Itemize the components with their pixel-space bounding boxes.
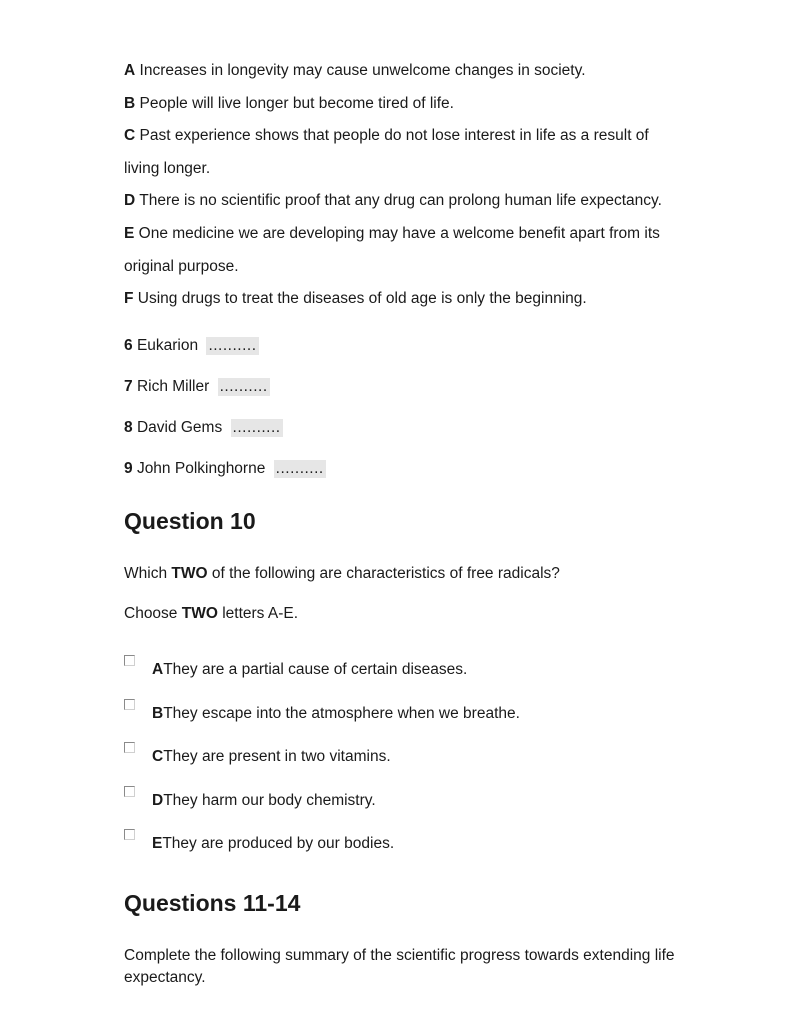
- choice-d-checkbox[interactable]: [124, 786, 135, 797]
- choice-text: They are produced by our bodies.: [162, 835, 395, 852]
- option-e: [124, 225, 660, 243]
- answer-blank-9[interactable]: ..........: [275, 460, 324, 477]
- questions-11-14-instruction: Complete the following summary of the scientific progress towards extending life expectancy.: [124, 947, 675, 986]
- question-7-row: [124, 378, 270, 396]
- option-letter: D: [124, 192, 136, 209]
- question-10-prompt: [124, 565, 560, 583]
- choice-letter: C: [152, 748, 164, 765]
- option-a: [124, 62, 586, 80]
- choice-letter: E: [152, 835, 163, 852]
- choice-b-checkbox[interactable]: [124, 699, 135, 710]
- choice-e-label: [152, 835, 394, 853]
- question-9-row: [124, 460, 326, 478]
- question-name: David Gems: [136, 419, 223, 436]
- option-c-continued: [124, 160, 210, 178]
- question-number: 7: [124, 378, 133, 395]
- question-number: 9: [124, 460, 133, 477]
- answer-blank-8[interactable]: ..........: [232, 419, 281, 436]
- answer-blank-7[interactable]: ..........: [219, 378, 268, 395]
- option-b: [124, 95, 454, 113]
- option-e-continued: [124, 258, 239, 276]
- choice-letter: A: [152, 661, 164, 678]
- question-10-heading: Question 10: [124, 508, 256, 534]
- question-name: Rich Miller: [136, 378, 210, 395]
- option-text: There is no scientific proof that any drug can prolong human life expectancy.: [139, 192, 662, 209]
- choice-letter: B: [152, 705, 164, 722]
- choice-text: They escape into the atmosphere when we breathe.: [163, 705, 520, 722]
- option-text: original purpose.: [124, 258, 239, 275]
- prompt-emphasis: TWO: [171, 565, 208, 582]
- option-f: [124, 290, 587, 308]
- option-text: Past experience shows that people do not lose interest in life as a result of: [139, 127, 649, 144]
- choice-text: They harm our body chemistry.: [163, 792, 376, 809]
- question-6-row: [124, 337, 259, 355]
- choice-a-label: [152, 661, 467, 679]
- question-8-row: [124, 419, 283, 437]
- choice-e-checkbox[interactable]: [124, 829, 135, 840]
- questions-11-14-heading: Questions 11-14: [124, 890, 301, 916]
- instruction-emphasis: TWO: [181, 605, 218, 622]
- question-number: 6: [124, 337, 133, 354]
- choice-d-label: [152, 792, 376, 810]
- option-text: living longer.: [124, 160, 211, 177]
- choice-text: They are a partial cause of certain diseases.: [163, 661, 468, 678]
- choice-c-label: [152, 748, 391, 766]
- option-d: [124, 192, 662, 210]
- prompt-text: of the following are characteristics of free radicals?: [207, 565, 560, 582]
- instruction-text: Choose: [124, 605, 182, 622]
- option-text: Increases in longevity may cause unwelcome changes in society.: [139, 62, 586, 79]
- answer-blank-6[interactable]: ..........: [208, 337, 257, 354]
- choice-text: They are present in two vitamins.: [163, 748, 391, 765]
- option-letter: C: [124, 127, 136, 144]
- instruction-text: letters A-E.: [217, 605, 299, 622]
- question-number: 8: [124, 419, 133, 436]
- choice-a-checkbox[interactable]: [124, 655, 135, 666]
- question-name: Eukarion: [136, 337, 199, 354]
- option-text: Using drugs to treat the diseases of old age is only the beginning.: [137, 290, 587, 307]
- choice-c-checkbox[interactable]: [124, 742, 135, 753]
- option-text: One medicine we are developing may have a welcome benefit apart from its: [138, 225, 660, 242]
- option-letter: F: [124, 290, 134, 307]
- prompt-text: Which: [124, 565, 172, 582]
- option-text: People will live longer but become tired of life.: [139, 95, 454, 112]
- choice-letter: D: [152, 792, 164, 809]
- option-letter: E: [124, 225, 135, 242]
- choice-b-label: [152, 705, 520, 723]
- option-letter: B: [124, 95, 136, 112]
- question-name: John Polkinghorne: [136, 460, 266, 477]
- option-c: [124, 127, 649, 145]
- option-letter: A: [124, 62, 136, 79]
- question-10-instruction: [124, 605, 298, 623]
